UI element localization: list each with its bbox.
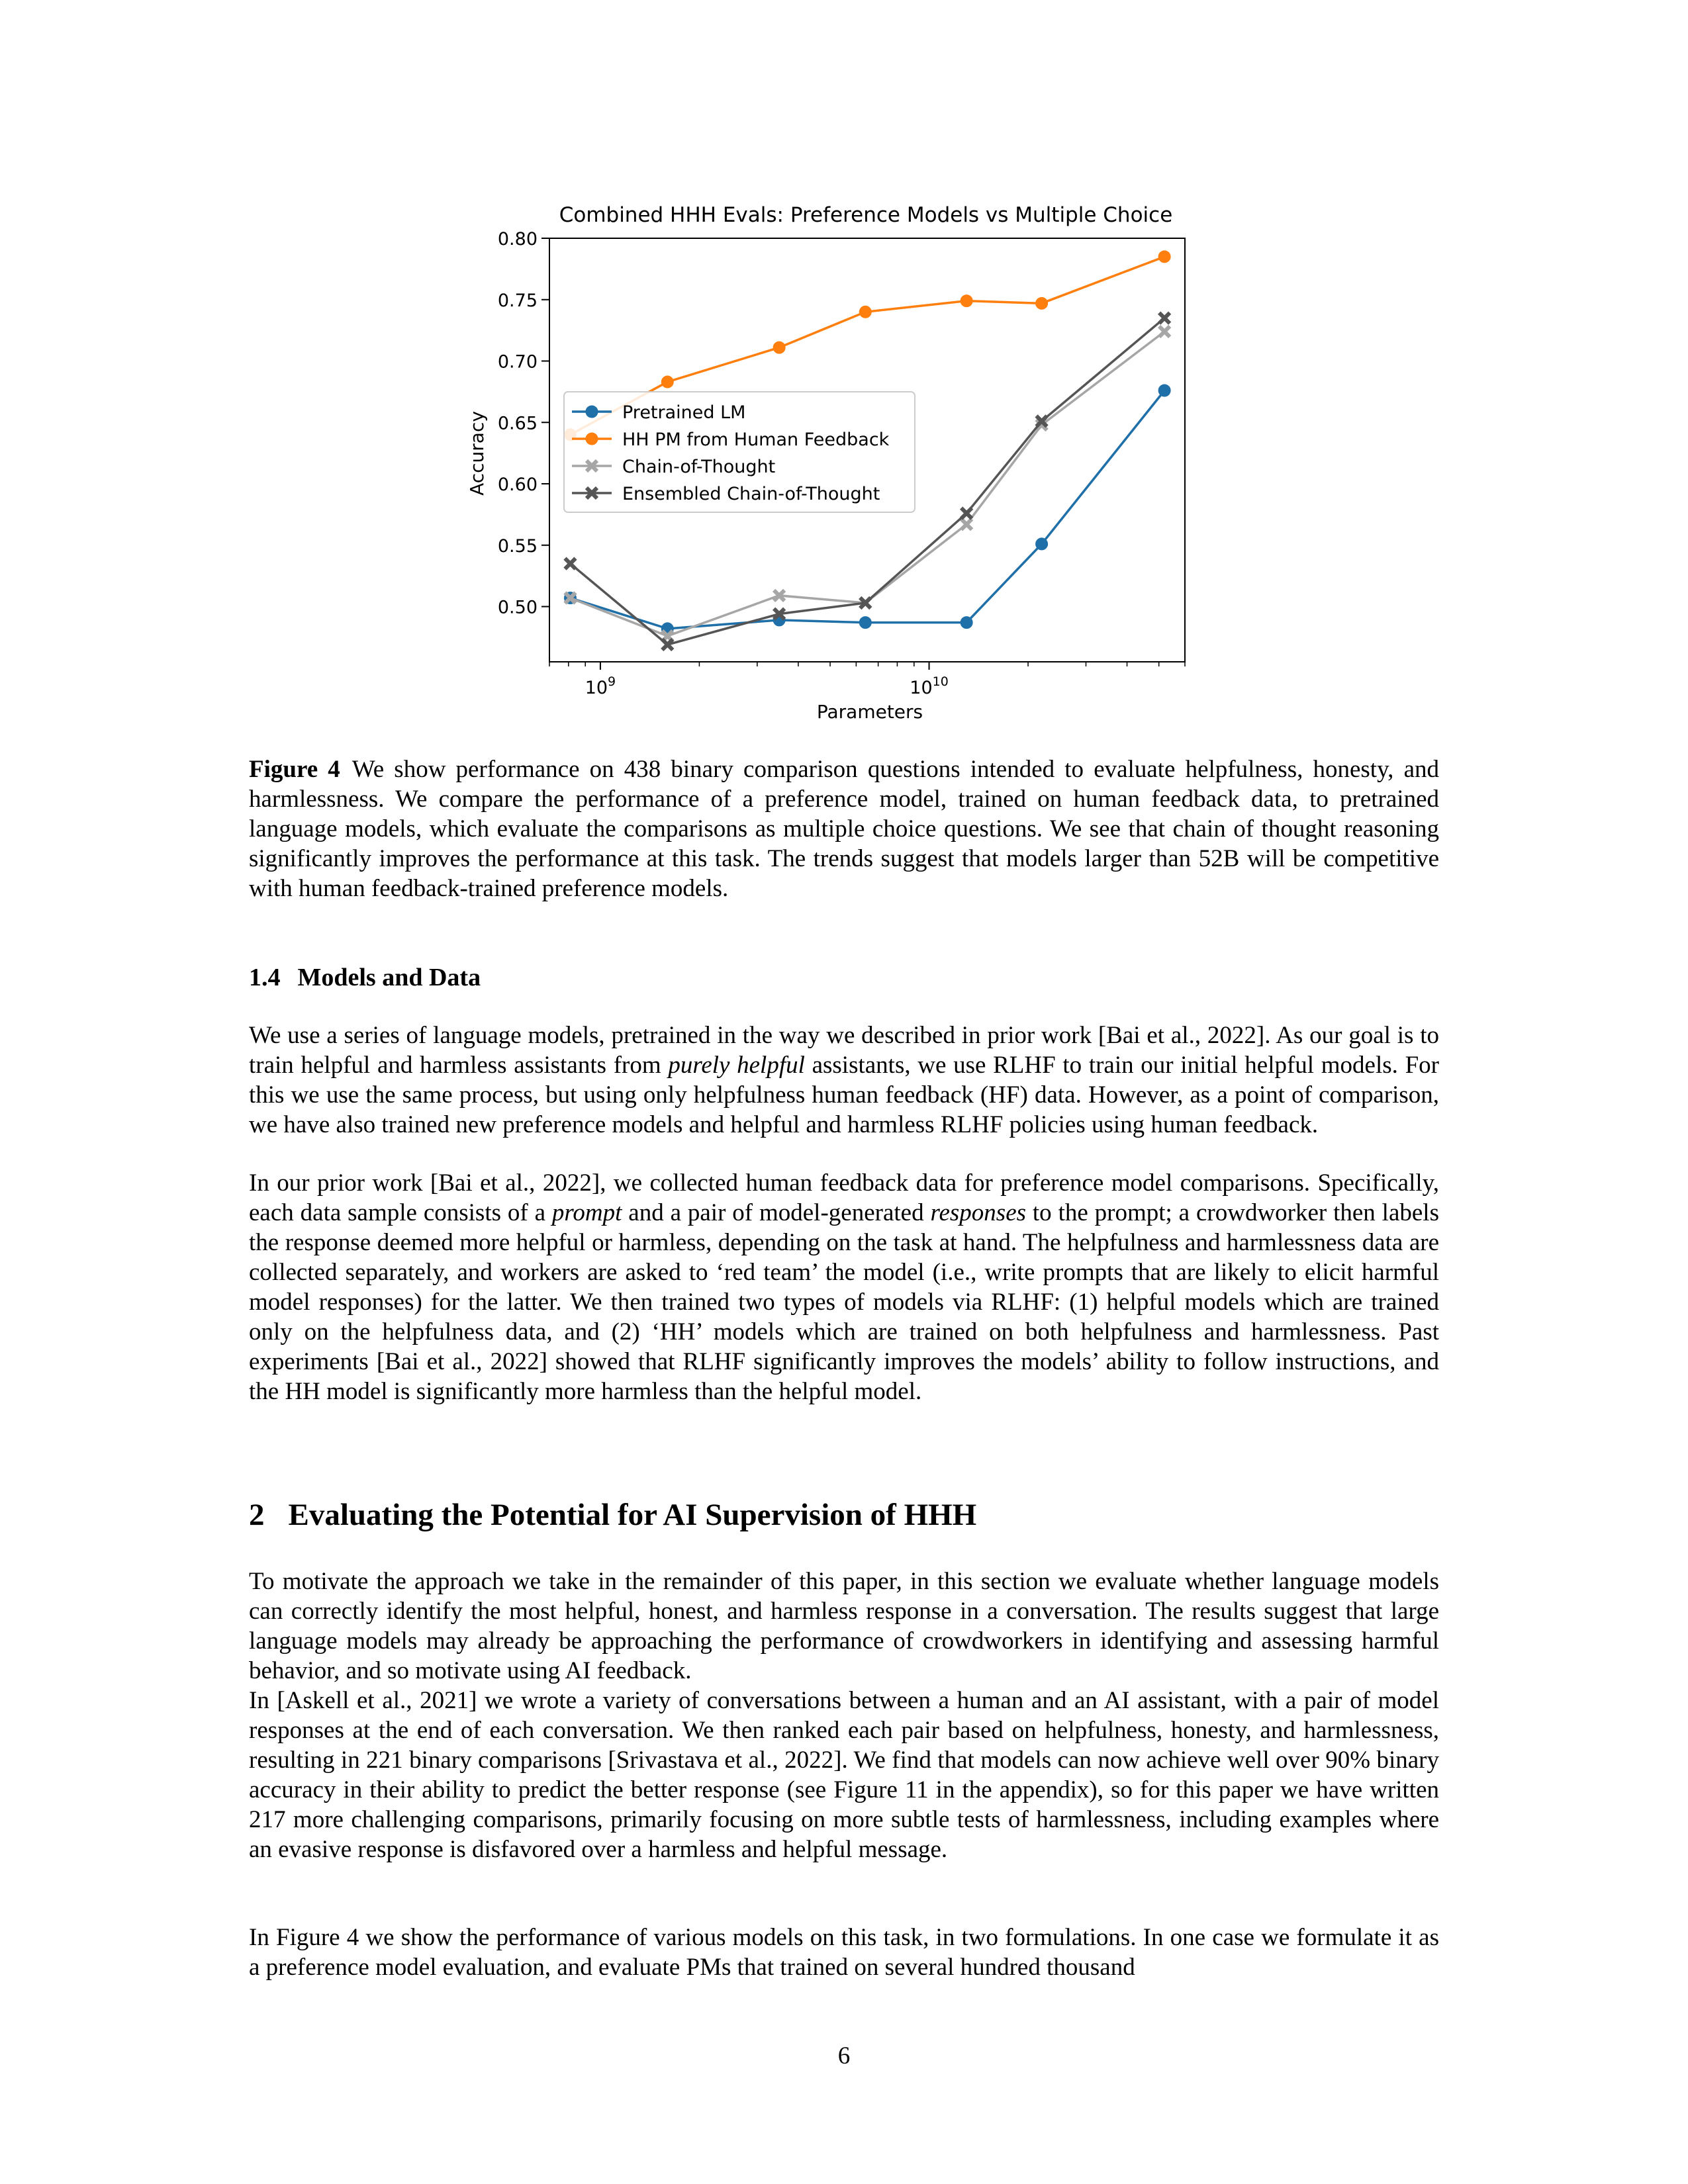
plot-area (498, 229, 1185, 698)
data-point (661, 376, 673, 388)
data-point (859, 306, 871, 318)
paragraph-prior-work-data (249, 1168, 1439, 1406)
legend-marker (586, 406, 598, 418)
caption-text: We show performance on 438 binary comparison questions intended to evaluate helpfulness, honesty, and harmlessness. We compare the performance of a preference model, trained on human feedback data, to pretrained language models, which evaluate the comparisons as multiple choice questions. We see that chain of thought reasoning significantly improves the performance at this task. The trends suggest that models larger than 52B will be competitive with human feedback-trained preference models. (249, 756, 1439, 902)
paragraph-hhh-comparisons: In [Askell et al., 2021] we wrote a variety of conversations between a human and an AI assistant, with a pair of model responses at the end of each conversation. We then ranked each pair based on helpfulness, honesty, and harmlessness, resulting in 221 binary comparisons [Srivastava et al., 2022]. We find that models can now achieve well over 90% binary accuracy in their ability to predict the better response (see Figure 11 in the appendix), so for this paper we have written 217 more challenging comparisons, primarily focusing on more subtle tests of harmlessness, including examples where an evasive response is disfavored over a harmless and helpful message. (249, 1687, 1439, 1863)
emphasis: purely helpful (668, 1052, 805, 1079)
x-axis-label: Parameters (816, 701, 923, 723)
legend-label: Ensembled Chain-of-Thought (622, 484, 880, 504)
section-title: Evaluating the Potential for AI Supervision of HHH (288, 1498, 977, 1532)
y-tick-label: 0.70 (497, 351, 538, 373)
data-point (565, 559, 575, 569)
subsection-title: Models and Data (297, 964, 481, 991)
data-point (961, 519, 972, 529)
subsection-heading (249, 963, 481, 992)
emphasis: responses (930, 1199, 1027, 1226)
data-point (961, 508, 972, 519)
section-heading (249, 1497, 976, 1533)
x-tick-label: $10^9$ (585, 674, 616, 698)
data-point (773, 341, 785, 353)
y-tick-label: 0.55 (497, 535, 538, 557)
data-point (1159, 313, 1170, 324)
paragraph-models-pretraining (249, 1021, 1439, 1140)
x-tick-label: $10^{10}$ (910, 674, 949, 698)
text-run: to the prompt; a crowdworker then labels the response deemed more helpful or harmless, depending on the task at hand. The helpfulness and harmlessness data are collected separately, and workers are asked to ‘red team’ the model (i.e., write prompts that are likely to elicit harmful model responses) for the latter. We then trained two types of models via RLHF: (1) helpful models which are trained only on the helpfulness data, and (2) ‘HH’ models which are trained on both helpfulness and harmlessness. Past experiments [Bai et al., 2022] showed that RLHF significantly improves the models’ ability to follow instructions, and the HH model is significantly more harmless than the helpful model. (249, 1199, 1439, 1405)
paragraph-figure-reference: In Figure 4 we show the performance of various models on this task, in two formulations. In one case we formulate it as a preference model evaluation, and evaluate PMs that trained on several hundred thousand (249, 1924, 1439, 1981)
figure-label: Figure 4 (249, 756, 340, 783)
legend-label: HH PM from Human Feedback (622, 430, 890, 450)
data-point (1158, 385, 1170, 396)
text-run: assistants, we use RLHF to train our initial helpful models. For this we use the same process, but using only helpfulness human feedback (HF) data. However, as a point of comparison, we have also trained new preference models and helpful and harmless RLHF policies using human feedback. (249, 1052, 1439, 1138)
y-tick-label: 0.60 (497, 475, 538, 496)
page-number: 6 (837, 2042, 851, 2070)
y-axis-label: Accuracy (466, 411, 488, 496)
section-number: 2 (249, 1498, 265, 1532)
data-point (1159, 326, 1170, 337)
chart-title: Combined HHH Evals: Preference Models vs Multiple Choice (559, 203, 1173, 227)
data-point (1036, 297, 1048, 309)
y-tick-label: 0.75 (497, 290, 538, 311)
emphasis: prompt (551, 1199, 622, 1226)
data-point (961, 295, 972, 307)
text-run: and a pair of model-generated (622, 1199, 931, 1226)
data-point (1036, 538, 1048, 550)
data-point (961, 617, 972, 629)
paragraph-motivation: To motivate the approach we take in the remainder of this paper, in this section we evaluate whether language models can correctly identify the most helpful, honest, and harmless response in a conversation. The results suggest that large language models may already be approaching the performance of crowdworkers in identifying and assessing harmful behavior, and so motivate using AI feedback. (249, 1568, 1439, 1684)
y-tick-label: 0.50 (497, 597, 538, 618)
legend-marker (586, 433, 598, 445)
line-chart (430, 192, 1264, 741)
y-tick-label: 0.80 (497, 229, 538, 250)
text-run: We use a series of language models, pretrained in the way we described in prior work [Bai et al., 2022]. As our goal is to train helpful and harmless assistants from (249, 1022, 1439, 1079)
figure-4-chart (430, 192, 1264, 741)
y-tick-label: 0.65 (497, 413, 538, 434)
subsection-number: 1.4 (249, 964, 281, 991)
figure-caption (249, 754, 1439, 903)
data-point (859, 617, 871, 629)
text-run: In our prior work [Bai et al., 2022], we collected human feedback data for preference model comparisons. Specifically, each data sample consists of a (249, 1169, 1439, 1226)
legend-label: Pretrained LM (622, 402, 746, 423)
legend-label: Chain-of-Thought (622, 457, 776, 477)
data-point (1158, 251, 1170, 263)
